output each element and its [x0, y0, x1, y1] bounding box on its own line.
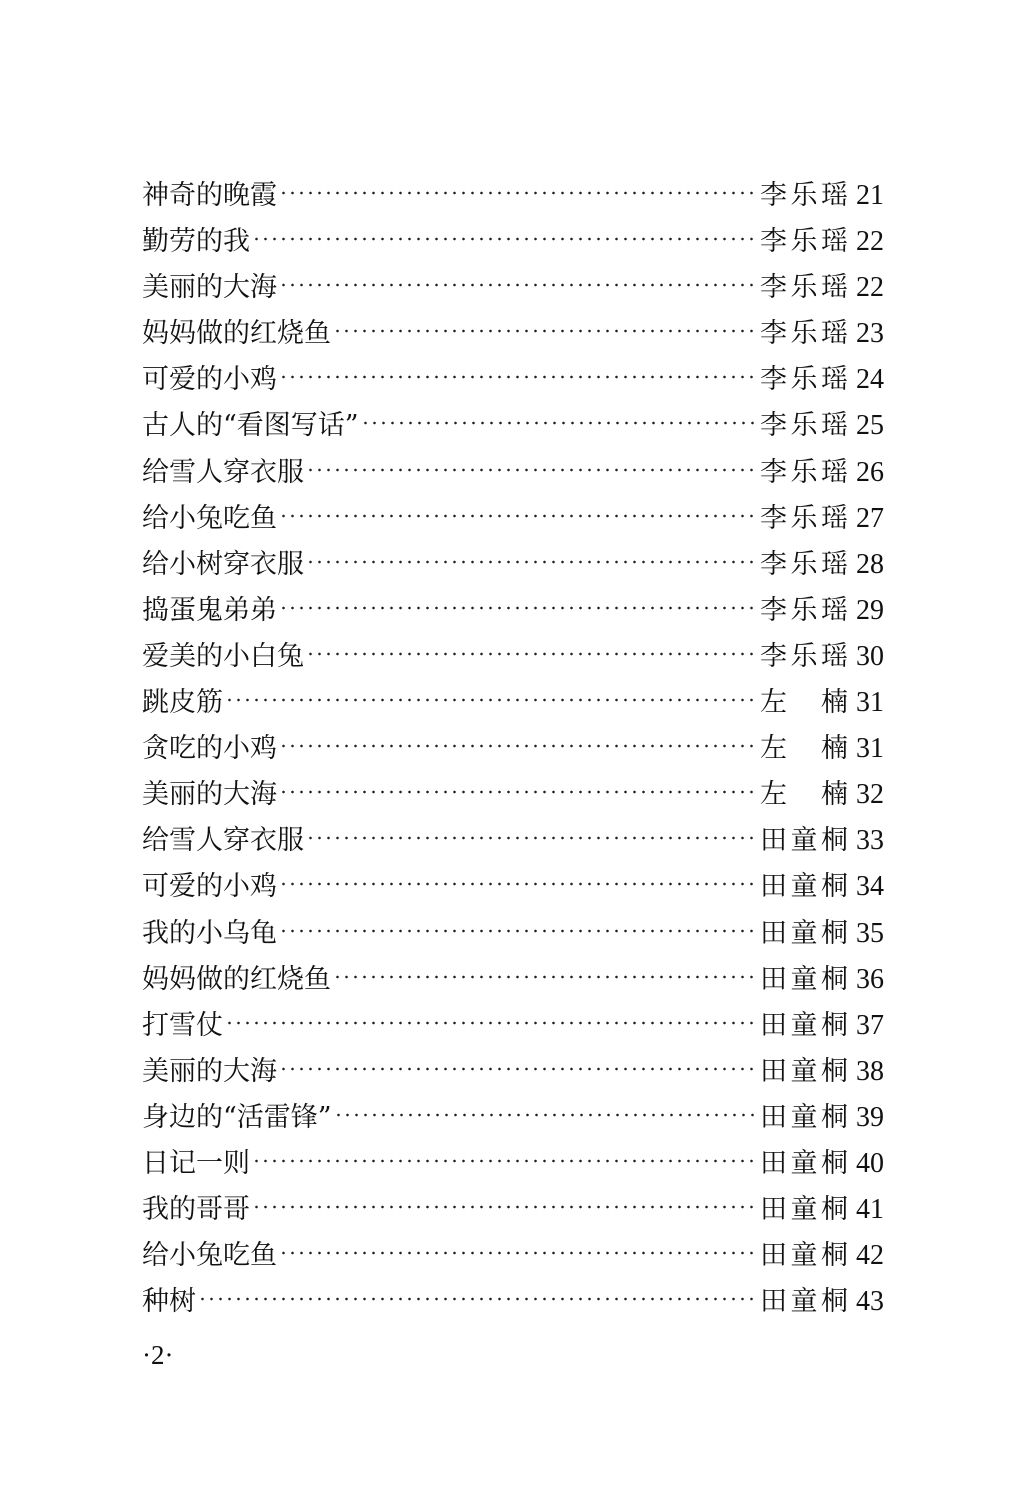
dot-leader — [279, 879, 758, 889]
toc-entry-author: 李乐瑶 — [760, 456, 848, 488]
dot-leader — [306, 833, 758, 843]
toc-entry-page: 26 — [856, 456, 884, 488]
toc-entry-title: 捣蛋鬼弟弟 — [142, 594, 277, 626]
toc-entry-title: 给雪人穿衣服 — [142, 456, 304, 488]
toc-entry-page: 35 — [856, 917, 884, 949]
toc-entry-title: 跳皮筋 — [142, 687, 223, 719]
toc-entry[interactable] — [142, 680, 884, 726]
dot-leader — [225, 1018, 758, 1028]
toc-entry-page: 30 — [856, 640, 884, 672]
toc-entry-page: 22 — [856, 272, 884, 304]
toc-entry-author: 田童桐 — [760, 1147, 848, 1179]
toc-entry-author: 田童桐 — [760, 1240, 848, 1272]
toc-entry-title: 古人的“看图写话” — [142, 410, 359, 442]
toc-entry-page: 25 — [856, 410, 884, 442]
toc-entry-author: 田童桐 — [760, 1101, 848, 1133]
toc-entry-title: 我的小乌龟 — [142, 917, 277, 949]
toc-entry-author: 李乐瑶 — [760, 272, 848, 304]
toc-entry-title: 神奇的晚霞 — [142, 180, 277, 211]
dot-leader — [279, 787, 758, 797]
dot-leader — [306, 465, 758, 475]
toc-entry-page: 28 — [856, 548, 884, 580]
toc-entry-author: 李乐瑶 — [760, 318, 848, 350]
toc-entry-title: 贪吃的小鸡 — [142, 733, 277, 765]
toc-entry-page: 31 — [856, 733, 884, 765]
toc-entry[interactable] — [142, 1049, 884, 1095]
dot-leader — [279, 280, 758, 290]
toc-entry-title: 美丽的大海 — [142, 779, 277, 811]
toc-entry[interactable] — [142, 496, 884, 542]
toc-entry-author: 田童桐 — [760, 1055, 848, 1087]
toc-entry-page: 21 — [856, 180, 884, 211]
toc-entry-author: 李乐瑶 — [760, 180, 848, 211]
toc-entry-title: 身边的“活雷锋” — [142, 1101, 332, 1133]
toc-entry-title: 日记一则 — [142, 1147, 250, 1179]
toc-entry-page: 37 — [856, 1009, 884, 1041]
toc-entry-author: 李乐瑶 — [760, 410, 848, 442]
toc-entry[interactable] — [142, 1279, 884, 1325]
toc-entry-title: 打雪仗 — [142, 1009, 223, 1041]
dot-leader — [279, 1064, 758, 1074]
toc-entry-title: 给小兔吃鱼 — [142, 502, 277, 534]
toc-entry-title: 给小兔吃鱼 — [142, 1240, 277, 1272]
toc-entry-author: 李乐瑶 — [760, 594, 848, 626]
toc-entry[interactable] — [142, 818, 884, 864]
dot-leader — [306, 649, 758, 659]
dot-leader — [279, 741, 758, 751]
dot-leader — [306, 557, 758, 567]
dot-leader — [279, 1248, 758, 1258]
toc-entry[interactable] — [142, 1141, 884, 1187]
toc-entry-author: 田童桐 — [760, 825, 848, 857]
toc-entry-author: 田童桐 — [760, 963, 848, 995]
toc-entry-page: 34 — [856, 871, 884, 903]
toc-entry-page: 22 — [856, 226, 884, 258]
toc-entry-page: 36 — [856, 963, 884, 995]
dot-leader — [252, 234, 758, 244]
toc-entry[interactable] — [142, 542, 884, 588]
dot-leader — [334, 1110, 758, 1120]
toc-entry[interactable] — [142, 588, 884, 634]
dot-leader — [279, 372, 758, 382]
toc-entry-page: 42 — [856, 1240, 884, 1272]
toc-entry[interactable] — [142, 1187, 884, 1233]
toc-entry-title: 可爱的小鸡 — [142, 871, 277, 903]
toc-entry[interactable] — [142, 1003, 884, 1049]
toc-entry-title: 美丽的大海 — [142, 1055, 277, 1087]
toc-entry-author: 田童桐 — [760, 917, 848, 949]
toc-entry-author: 李乐瑶 — [760, 364, 848, 396]
toc-entry-title: 妈妈做的红烧鱼 — [142, 318, 331, 350]
dot-leader — [252, 1202, 758, 1212]
dot-leader — [279, 188, 758, 198]
toc-entry[interactable] — [142, 1095, 884, 1141]
table-of-contents — [142, 173, 884, 1325]
toc-entry[interactable] — [142, 772, 884, 818]
toc-entry[interactable] — [142, 450, 884, 496]
toc-entry-page: 33 — [856, 825, 884, 857]
toc-entry-page: 39 — [856, 1101, 884, 1133]
toc-entry-page: 29 — [856, 594, 884, 626]
toc-entry[interactable] — [142, 173, 884, 219]
toc-entry-author: 田童桐 — [760, 1009, 848, 1041]
toc-entry-author: 李乐瑶 — [760, 226, 848, 258]
toc-entry-title: 给雪人穿衣服 — [142, 825, 304, 857]
dot-leader — [279, 603, 758, 613]
toc-entry[interactable] — [142, 634, 884, 680]
toc-entry-author: 李乐瑶 — [760, 548, 848, 580]
toc-entry-author: 左楠 — [760, 687, 848, 719]
toc-entry-page: 38 — [856, 1055, 884, 1087]
toc-entry[interactable] — [142, 864, 884, 910]
toc-entry-page: 23 — [856, 318, 884, 350]
toc-entry[interactable] — [142, 957, 884, 1003]
toc-entry-title: 妈妈做的红烧鱼 — [142, 963, 331, 995]
toc-entry-author: 田童桐 — [760, 1286, 848, 1318]
toc-entry-author: 田童桐 — [760, 1194, 848, 1226]
toc-entry-page: 43 — [856, 1286, 884, 1318]
toc-entry-author: 李乐瑶 — [760, 502, 848, 534]
toc-entry-author: 田童桐 — [760, 871, 848, 903]
toc-entry[interactable] — [142, 357, 884, 403]
dot-leader — [279, 926, 758, 936]
toc-entry-title: 种树 — [142, 1286, 196, 1318]
toc-entry[interactable] — [142, 219, 884, 265]
toc-entry-author: 李乐瑶 — [760, 640, 848, 672]
dot-leader — [279, 511, 758, 521]
toc-entry-page: 41 — [856, 1194, 884, 1226]
toc-entry-author: 左楠 — [760, 779, 848, 811]
toc-entry-page: 24 — [856, 364, 884, 396]
toc-entry[interactable] — [142, 265, 884, 311]
toc-entry[interactable] — [142, 403, 884, 449]
toc-entry-author: 左楠 — [760, 733, 848, 765]
toc-entry-page: 27 — [856, 502, 884, 534]
page-number: ·2· — [142, 1340, 174, 1370]
toc-entry-page: 40 — [856, 1147, 884, 1179]
toc-entry-title: 爱美的小白兔 — [142, 640, 304, 672]
toc-entry-title: 勤劳的我 — [142, 226, 250, 258]
dot-leader — [333, 972, 758, 982]
dot-leader — [198, 1294, 758, 1304]
toc-entry-title: 可爱的小鸡 — [142, 364, 277, 396]
toc-entry-title: 美丽的大海 — [142, 272, 277, 304]
toc-entry[interactable] — [142, 1233, 884, 1279]
dot-leader — [252, 1156, 758, 1166]
dot-leader — [361, 418, 758, 428]
dot-leader — [333, 326, 758, 336]
toc-entry[interactable] — [142, 911, 884, 957]
toc-entry-page: 31 — [856, 687, 884, 719]
toc-entry-title: 给小树穿衣服 — [142, 548, 304, 580]
toc-entry-page: 32 — [856, 779, 884, 811]
toc-entry[interactable] — [142, 726, 884, 772]
toc-entry-title: 我的哥哥 — [142, 1194, 250, 1226]
toc-entry[interactable] — [142, 311, 884, 357]
dot-leader — [225, 695, 758, 705]
